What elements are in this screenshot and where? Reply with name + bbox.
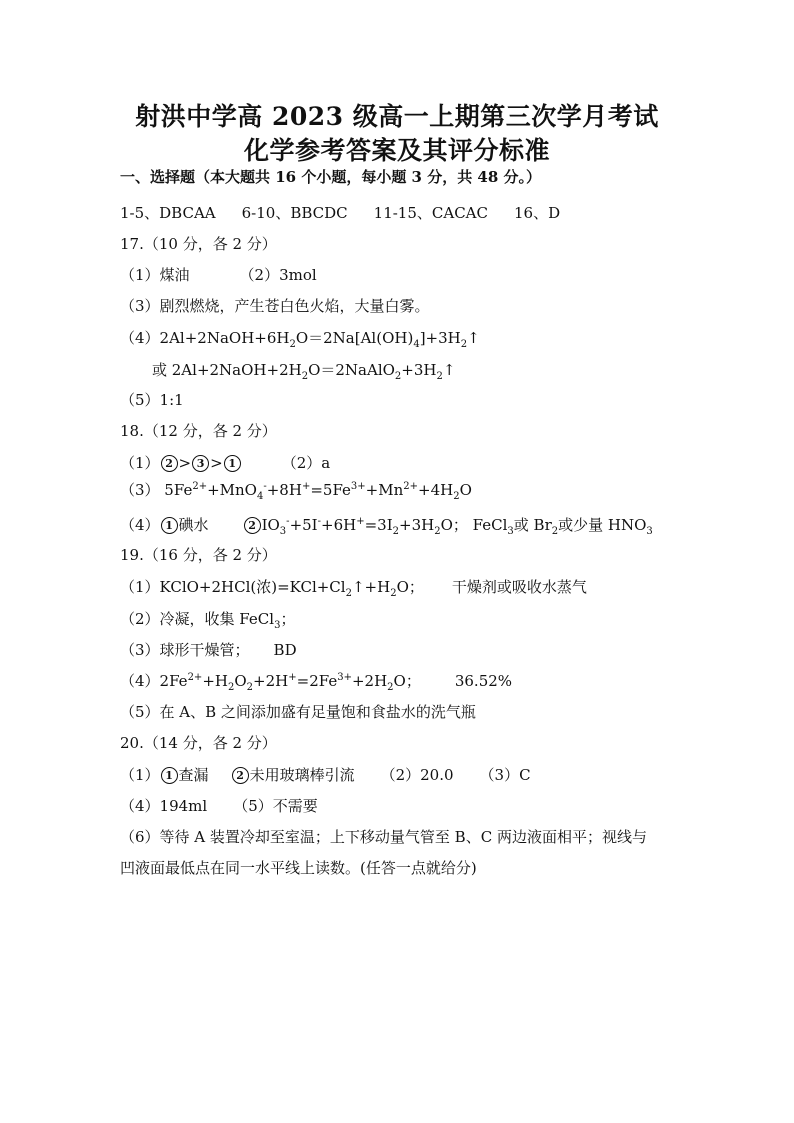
q17-part1: （1）煤油 bbox=[120, 266, 190, 284]
q20-heading: 20.（14 分，各 2 分） bbox=[120, 734, 277, 752]
page-subtitle: 化学参考答案及其评分标准 bbox=[243, 136, 550, 165]
q20-answer-1-3: （1） 1 查漏 2 未用玻璃棒引流 （2）20.0 （3）C bbox=[120, 766, 531, 784]
q17-part2: （2）3mol bbox=[239, 266, 317, 284]
q20-answer-6-line1: （6）等待 A 装置冷却至室温；上下移动量气管至 B、C 两边液面相平；视线与 bbox=[120, 828, 647, 846]
q17-answer-1-2 bbox=[120, 265, 317, 285]
circled-1: 1 bbox=[161, 767, 178, 784]
q19-heading: 19.（16 分，各 2 分） bbox=[120, 546, 277, 564]
q17-answer-4-eq1: $(4)2Al+2NaOH+6H_2O=2Na[Al(OH)_4]+3H_2↑$ bbox=[120, 329, 480, 350]
mc-group-4: 16、D bbox=[514, 204, 561, 222]
q18-answer-1-2: （1） 2 > 3 > 1 （2）a bbox=[120, 454, 331, 472]
circled-2: 2 bbox=[232, 767, 249, 784]
mc-group-1: 1-5、DBCAA bbox=[120, 204, 216, 222]
circled-1: 1 bbox=[161, 517, 178, 534]
q18-part2: （2）a bbox=[281, 454, 331, 472]
circled-1: 1 bbox=[224, 455, 241, 472]
q19-answer-2: （2）冷凝，收集 FeCl$_3$； bbox=[120, 610, 296, 631]
q18-heading: 18.（12 分，各 2 分） bbox=[120, 422, 277, 440]
q17-answer-5: （5）1:1 bbox=[120, 391, 184, 409]
q17-answer-4-eq2: 或 $2Al+2NaOH+2H_2O=2NaAlO_2+3H_2↑$ bbox=[152, 361, 456, 382]
q19-answer-1: （1）KClO+2HCl(浓)$=KCl+Cl_2↑+H_2O$； 干燥剂或吸收水蒸气 bbox=[120, 578, 587, 599]
q19-answer-3: （3）球形干燥管； BD bbox=[120, 641, 297, 659]
q17-answer-3: （3）剧烈燃烧，产生苍白色火焰，大量白雾。 bbox=[120, 297, 430, 315]
q20-answer-4-5: （4）194ml （5）不需要 bbox=[120, 797, 318, 815]
mc-group-2: 6-10、BBCDC bbox=[241, 204, 348, 222]
mc-group-3: 11-15、CACAC bbox=[373, 204, 488, 222]
circled-2: 2 bbox=[244, 517, 261, 534]
q19-answer-4: $(4)2Fe^{2+}+H_2O_2+2H^+=2Fe^{3+}+2H_2O$； 36.52% bbox=[120, 672, 513, 693]
circled-3: 3 bbox=[192, 455, 209, 472]
circled-2: 2 bbox=[161, 455, 178, 472]
q20-answer-6-line2: 凹液面最低点在同一水平线上读数。(任答一点就给分) bbox=[120, 859, 477, 877]
section-heading: 一、选择题（本大题共 16 个小题，每小题 3 分，共 48 分。） bbox=[120, 168, 542, 186]
q17-heading: 17.（10 分，各 2 分） bbox=[120, 235, 277, 253]
mc-answers bbox=[120, 203, 560, 223]
q19-answer-5: （5）在 A、B 之间添加盛有足量饱和食盐水的洗气瓶 bbox=[120, 703, 476, 721]
page-title: 射洪中学高 2023 级高一上期第三次学月考试 bbox=[135, 102, 659, 131]
q18-answer-4: （4） 1 碘水 2 $IO_3^-+5I^-+6H^+=3I_2+3H_2O$； FeCl$_3$或 $Br_2$或少量 $HNO_3$ bbox=[120, 516, 653, 537]
q18-answer-3: （3） $5Fe^{2+}+MnO_4^-+8H^+=5Fe^{3+}+Mn^{2+}+4H_2O$ bbox=[120, 481, 472, 502]
